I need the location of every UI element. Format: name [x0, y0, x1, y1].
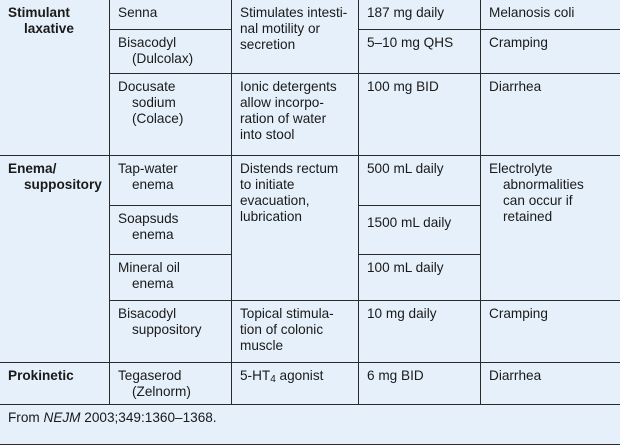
dose-cell: 10 mg daily [359, 301, 481, 363]
mechanism-cell: Ionic detergents allow incorpo- ration of water into stool [232, 74, 359, 156]
table-row [0, 405, 620, 445]
dose-cell: 187 mg daily [359, 0, 481, 30]
side-effect-cell: Electrolyte abnormalities can occur if retained [481, 156, 620, 301]
mechanism-cell: Stimulates intesti- nal motility or secretion [232, 0, 359, 74]
dose-cell: 5–10 mg QHS [359, 30, 481, 74]
side-effect-cell: Diarrhea [481, 363, 620, 405]
drug-name-cell: Soapsuds enema [110, 206, 232, 255]
mechanism-cell: Topical stimula- tion of colonic muscle [232, 301, 359, 363]
drug-name-cell: Bisacodyl suppository [110, 301, 232, 363]
side-effect-cell: Melanosis coli [481, 0, 620, 30]
drug-name-cell: Senna [110, 0, 232, 30]
table-row [0, 0, 620, 30]
side-effect-cell: Cramping [481, 30, 620, 74]
dose-cell: 6 mg BID [359, 363, 481, 405]
category-cell: Enema/ suppository [0, 156, 110, 363]
drug-name-cell: Tap-water enema [110, 156, 232, 206]
mechanism-cell: Distends rectum to initiate evacuation, lubrication [232, 156, 359, 301]
mechanism-cell: $5-HT_4$ agonist [232, 363, 359, 405]
drug-name-cell: Bisacodyl (Dulcolax) [110, 30, 232, 74]
drug-name-cell: Tegaserod (Zelnorm) [110, 363, 232, 405]
category-cell: Stimulant laxative [0, 0, 110, 156]
table-row [0, 363, 620, 405]
source-footnote: From NEJM 2003;349:1360–1368. [0, 405, 620, 445]
dose-cell: 500 mL daily [359, 156, 481, 206]
dose-cell: 100 mL daily [359, 255, 481, 301]
side-effect-cell: Diarrhea [481, 74, 620, 156]
category-cell: Prokinetic [0, 363, 110, 405]
dose-cell: 1500 mL daily [359, 206, 481, 255]
drug-name-cell: Docusate sodium (Colace) [110, 74, 232, 156]
table-row [0, 156, 620, 206]
dose-cell: 100 mg BID [359, 74, 481, 156]
drug-name-cell: Mineral oil enema [110, 255, 232, 301]
side-effect-cell: Cramping [481, 301, 620, 363]
